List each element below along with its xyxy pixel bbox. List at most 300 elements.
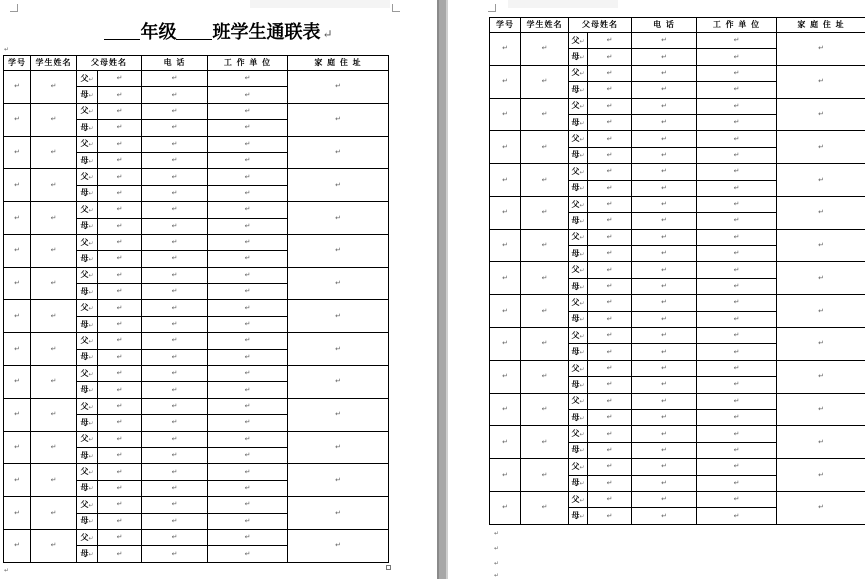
mother-workplace-cell[interactable]: ↵ <box>697 508 777 524</box>
student-name-cell[interactable]: ↵ <box>31 169 77 202</box>
mother-workplace-cell[interactable]: ↵ <box>208 120 288 136</box>
student-name-cell[interactable]: ↵ <box>31 202 77 235</box>
mother-workplace-cell[interactable]: ↵ <box>697 114 777 130</box>
address-cell[interactable]: ↵ <box>288 333 389 366</box>
mother-workplace-cell[interactable]: ↵ <box>697 409 777 425</box>
address-cell[interactable]: ↵ <box>777 360 865 393</box>
student-number-cell[interactable]: ↵ <box>4 267 31 300</box>
father-name-cell[interactable]: ↵ <box>98 136 142 152</box>
father-phone-cell[interactable]: ↵ <box>142 464 208 480</box>
mother-workplace-cell[interactable]: ↵ <box>697 246 777 262</box>
father-name-cell[interactable]: ↵ <box>588 491 632 507</box>
mother-phone-cell[interactable]: ↵ <box>142 447 208 463</box>
address-cell[interactable]: ↵ <box>288 366 389 399</box>
mother-name-cell[interactable]: ↵ <box>98 218 142 234</box>
father-name-cell[interactable]: ↵ <box>588 131 632 147</box>
mother-phone-cell[interactable]: ↵ <box>142 480 208 496</box>
mother-phone-cell[interactable]: ↵ <box>142 251 208 267</box>
student-name-cell[interactable]: ↵ <box>521 491 569 524</box>
address-cell[interactable]: ↵ <box>777 328 865 361</box>
father-phone-cell[interactable]: ↵ <box>632 65 697 81</box>
mother-phone-cell[interactable]: ↵ <box>632 475 697 491</box>
address-cell[interactable]: ↵ <box>288 234 389 267</box>
father-name-cell[interactable]: ↵ <box>588 360 632 376</box>
father-phone-cell[interactable]: ↵ <box>632 229 697 245</box>
father-phone-cell[interactable]: ↵ <box>632 393 697 409</box>
father-phone-cell[interactable]: ↵ <box>632 295 697 311</box>
student-number-cell[interactable]: ↵ <box>4 300 31 333</box>
father-name-cell[interactable]: ↵ <box>98 169 142 185</box>
mother-phone-cell[interactable]: ↵ <box>142 284 208 300</box>
student-number-cell[interactable]: ↵ <box>4 202 31 235</box>
address-cell[interactable]: ↵ <box>288 497 389 530</box>
title-grade-label: 年级 <box>140 22 177 43</box>
father-phone-cell[interactable]: ↵ <box>142 497 208 513</box>
student-number-cell[interactable]: ↵ <box>4 398 31 431</box>
mother-name-cell[interactable]: ↵ <box>98 284 142 300</box>
mother-label: 母↵ <box>77 415 98 431</box>
mother-name-cell[interactable]: ↵ <box>588 442 632 458</box>
mother-phone-cell[interactable]: ↵ <box>142 513 208 529</box>
father-workplace-cell[interactable]: ↵ <box>697 262 777 278</box>
father-workplace-cell[interactable]: ↵ <box>208 431 288 447</box>
grade-blank[interactable] <box>104 22 140 40</box>
father-workplace-cell[interactable]: ↵ <box>208 103 288 119</box>
mother-phone-cell[interactable]: ↵ <box>142 316 208 332</box>
header-workplace: 工 作 单 位 <box>208 56 288 71</box>
mother-phone-cell[interactable]: ↵ <box>632 82 697 98</box>
father-name-cell[interactable]: ↵ <box>588 262 632 278</box>
mother-name-cell[interactable]: ↵ <box>588 278 632 294</box>
mother-workplace-cell[interactable]: ↵ <box>697 278 777 294</box>
mother-phone-cell[interactable]: ↵ <box>142 349 208 365</box>
mother-workplace-cell[interactable]: ↵ <box>697 82 777 98</box>
mother-phone-cell[interactable]: ↵ <box>632 344 697 360</box>
header-student-name: 学生姓名 <box>521 18 569 33</box>
mother-phone-cell[interactable]: ↵ <box>142 218 208 234</box>
father-phone-cell[interactable]: ↵ <box>632 459 697 475</box>
mother-label: 母↵ <box>569 311 588 327</box>
father-phone-cell[interactable]: ↵ <box>632 262 697 278</box>
student-name-cell[interactable]: ↵ <box>31 398 77 431</box>
student-number-cell[interactable]: ↵ <box>490 229 521 262</box>
mother-workplace-cell[interactable]: ↵ <box>697 442 777 458</box>
mother-workplace-cell[interactable]: ↵ <box>208 349 288 365</box>
student-number-cell[interactable]: ↵ <box>490 33 521 66</box>
father-phone-cell[interactable]: ↵ <box>632 426 697 442</box>
mother-phone-cell[interactable]: ↵ <box>632 442 697 458</box>
father-phone-cell[interactable]: ↵ <box>142 136 208 152</box>
father-name-cell[interactable]: ↵ <box>588 459 632 475</box>
student-number-cell[interactable]: ↵ <box>490 196 521 229</box>
mother-name-cell[interactable]: ↵ <box>98 349 142 365</box>
father-workplace-cell[interactable]: ↵ <box>697 295 777 311</box>
father-name-cell[interactable]: ↵ <box>588 393 632 409</box>
father-workplace-cell[interactable]: ↵ <box>697 33 777 49</box>
mother-phone-cell[interactable]: ↵ <box>142 120 208 136</box>
father-label: 父↵ <box>569 393 588 409</box>
father-name-cell[interactable]: ↵ <box>98 529 142 545</box>
father-name-cell[interactable]: ↵ <box>588 196 632 212</box>
paragraph-mark: ↵ <box>4 567 10 574</box>
father-name-cell[interactable]: ↵ <box>588 164 632 180</box>
mother-workplace-cell[interactable]: ↵ <box>697 213 777 229</box>
father-phone-cell[interactable]: ↵ <box>142 103 208 119</box>
student-row-father <box>4 300 389 316</box>
address-cell[interactable]: ↵ <box>288 136 389 169</box>
student-number-cell[interactable]: ↵ <box>490 65 521 98</box>
mother-name-cell[interactable]: ↵ <box>588 114 632 130</box>
mother-workplace-cell[interactable]: ↵ <box>208 513 288 529</box>
father-name-cell[interactable]: ↵ <box>588 98 632 114</box>
mother-phone-cell[interactable]: ↵ <box>632 246 697 262</box>
student-name-cell[interactable]: ↵ <box>31 71 77 104</box>
father-name-cell[interactable]: ↵ <box>98 366 142 382</box>
mother-workplace-cell[interactable]: ↵ <box>208 284 288 300</box>
address-cell[interactable]: ↵ <box>288 267 389 300</box>
father-phone-cell[interactable]: ↵ <box>632 491 697 507</box>
table-end-marker <box>386 565 391 570</box>
student-number-cell[interactable]: ↵ <box>490 491 521 524</box>
mother-name-cell[interactable]: ↵ <box>588 344 632 360</box>
father-name-cell[interactable]: ↵ <box>98 464 142 480</box>
address-cell[interactable]: ↵ <box>777 196 865 229</box>
mother-workplace-cell[interactable]: ↵ <box>208 316 288 332</box>
father-name-cell[interactable]: ↵ <box>98 103 142 119</box>
mother-phone-cell[interactable]: ↵ <box>632 508 697 524</box>
mother-label: 母↵ <box>77 185 98 201</box>
address-cell[interactable]: ↵ <box>777 491 865 524</box>
student-number-cell[interactable]: ↵ <box>490 98 521 131</box>
mother-workplace-cell[interactable]: ↵ <box>697 311 777 327</box>
father-name-cell[interactable]: ↵ <box>98 333 142 349</box>
father-phone-cell[interactable]: ↵ <box>142 366 208 382</box>
father-workplace-cell[interactable]: ↵ <box>208 464 288 480</box>
father-label: 父↵ <box>77 234 98 250</box>
mother-workplace-cell[interactable]: ↵ <box>208 480 288 496</box>
student-number-cell[interactable]: ↵ <box>490 459 521 492</box>
father-name-cell[interactable]: ↵ <box>588 295 632 311</box>
mother-workplace-cell[interactable]: ↵ <box>697 377 777 393</box>
student-name-cell[interactable]: ↵ <box>521 33 569 66</box>
student-row-father <box>490 295 865 311</box>
student-number-cell[interactable]: ↵ <box>490 360 521 393</box>
student-name-cell[interactable]: ↵ <box>31 497 77 530</box>
student-number-cell[interactable]: ↵ <box>4 169 31 202</box>
address-cell[interactable]: ↵ <box>288 398 389 431</box>
address-cell[interactable]: ↵ <box>777 393 865 426</box>
address-cell[interactable]: ↵ <box>777 262 865 295</box>
father-name-cell[interactable]: ↵ <box>588 426 632 442</box>
mother-workplace-cell[interactable]: ↵ <box>208 415 288 431</box>
mother-workplace-cell[interactable]: ↵ <box>208 447 288 463</box>
student-row-father <box>4 71 389 87</box>
father-workplace-cell[interactable]: ↵ <box>208 333 288 349</box>
student-name-cell[interactable]: ↵ <box>31 300 77 333</box>
student-number-cell[interactable]: ↵ <box>490 164 521 197</box>
student-name-cell[interactable]: ↵ <box>521 426 569 459</box>
father-workplace-cell[interactable]: ↵ <box>697 459 777 475</box>
mother-phone-cell[interactable]: ↵ <box>632 147 697 163</box>
student-name-cell[interactable]: ↵ <box>521 295 569 328</box>
mother-label: 母↵ <box>569 246 588 262</box>
student-name-cell[interactable]: ↵ <box>521 196 569 229</box>
father-workplace-cell[interactable]: ↵ <box>208 529 288 545</box>
student-number-cell[interactable]: ↵ <box>4 529 31 562</box>
father-workplace-cell[interactable]: ↵ <box>208 267 288 283</box>
address-cell[interactable]: ↵ <box>288 529 389 562</box>
mother-name-cell[interactable]: ↵ <box>98 480 142 496</box>
address-cell[interactable]: ↵ <box>777 98 865 131</box>
father-name-cell[interactable]: ↵ <box>98 234 142 250</box>
address-cell[interactable]: ↵ <box>777 33 865 66</box>
father-workplace-cell[interactable]: ↵ <box>208 169 288 185</box>
mother-phone-cell[interactable]: ↵ <box>632 114 697 130</box>
mother-workplace-cell[interactable]: ↵ <box>697 147 777 163</box>
student-number-cell[interactable]: ↵ <box>4 366 31 399</box>
father-phone-cell[interactable]: ↵ <box>142 71 208 87</box>
father-workplace-cell[interactable]: ↵ <box>697 131 777 147</box>
father-workplace-cell[interactable]: ↵ <box>697 393 777 409</box>
mother-workplace-cell[interactable]: ↵ <box>697 49 777 65</box>
mother-workplace-cell[interactable]: ↵ <box>208 152 288 168</box>
mother-name-cell[interactable]: ↵ <box>98 152 142 168</box>
student-name-cell[interactable]: ↵ <box>521 229 569 262</box>
father-workplace-cell[interactable]: ↵ <box>697 98 777 114</box>
father-name-cell[interactable]: ↵ <box>98 267 142 283</box>
mother-phone-cell[interactable]: ↵ <box>142 87 208 103</box>
father-label: 父↵ <box>77 136 98 152</box>
student-name-cell[interactable]: ↵ <box>31 366 77 399</box>
table-header-row <box>490 18 865 33</box>
mother-phone-cell[interactable]: ↵ <box>142 152 208 168</box>
father-workplace-cell[interactable]: ↵ <box>697 164 777 180</box>
student-name-cell[interactable]: ↵ <box>31 136 77 169</box>
address-cell[interactable]: ↵ <box>777 131 865 164</box>
mother-phone-cell[interactable]: ↵ <box>632 377 697 393</box>
student-name-cell[interactable]: ↵ <box>521 262 569 295</box>
mother-workplace-cell[interactable]: ↵ <box>697 475 777 491</box>
student-number-cell[interactable]: ↵ <box>4 234 31 267</box>
mother-name-cell[interactable]: ↵ <box>588 409 632 425</box>
father-phone-cell[interactable]: ↵ <box>142 529 208 545</box>
father-workplace-cell[interactable]: ↵ <box>697 196 777 212</box>
student-number-cell[interactable]: ↵ <box>490 328 521 361</box>
father-name-cell[interactable]: ↵ <box>98 71 142 87</box>
address-cell[interactable]: ↵ <box>777 426 865 459</box>
student-name-cell[interactable]: ↵ <box>31 267 77 300</box>
mother-phone-cell[interactable]: ↵ <box>632 213 697 229</box>
mother-phone-cell[interactable]: ↵ <box>142 546 208 562</box>
mother-name-cell[interactable]: ↵ <box>588 377 632 393</box>
student-number-cell[interactable]: ↵ <box>490 131 521 164</box>
mother-workplace-cell[interactable]: ↵ <box>697 180 777 196</box>
mother-label: 母↵ <box>77 447 98 463</box>
mother-name-cell[interactable]: ↵ <box>98 316 142 332</box>
mother-name-cell[interactable]: ↵ <box>98 185 142 201</box>
father-phone-cell[interactable]: ↵ <box>142 169 208 185</box>
address-cell[interactable]: ↵ <box>288 202 389 235</box>
father-phone-cell[interactable]: ↵ <box>142 267 208 283</box>
father-name-cell[interactable]: ↵ <box>98 398 142 414</box>
father-name-cell[interactable]: ↵ <box>98 497 142 513</box>
student-row-father <box>4 497 389 513</box>
student-number-cell[interactable]: ↵ <box>490 295 521 328</box>
student-name-cell[interactable]: ↵ <box>521 328 569 361</box>
mother-phone-cell[interactable]: ↵ <box>142 382 208 398</box>
student-number-cell[interactable]: ↵ <box>4 136 31 169</box>
mother-name-cell[interactable]: ↵ <box>98 120 142 136</box>
mother-name-cell[interactable]: ↵ <box>588 246 632 262</box>
father-phone-cell[interactable]: ↵ <box>142 398 208 414</box>
address-cell[interactable]: ↵ <box>288 431 389 464</box>
student-number-cell[interactable]: ↵ <box>4 431 31 464</box>
student-name-cell[interactable]: ↵ <box>521 131 569 164</box>
mother-phone-cell[interactable]: ↵ <box>632 311 697 327</box>
student-name-cell[interactable]: ↵ <box>31 234 77 267</box>
student-number-cell[interactable]: ↵ <box>490 262 521 295</box>
address-cell[interactable]: ↵ <box>777 65 865 98</box>
father-name-cell[interactable]: ↵ <box>98 300 142 316</box>
father-phone-cell[interactable]: ↵ <box>632 360 697 376</box>
student-name-cell[interactable]: ↵ <box>521 164 569 197</box>
mother-name-cell[interactable]: ↵ <box>588 147 632 163</box>
mother-phone-cell[interactable]: ↵ <box>632 278 697 294</box>
student-row-father <box>4 103 389 119</box>
student-number-cell[interactable]: ↵ <box>4 103 31 136</box>
father-phone-cell[interactable]: ↵ <box>632 196 697 212</box>
father-name-cell[interactable]: ↵ <box>588 65 632 81</box>
father-name-cell[interactable]: ↵ <box>98 202 142 218</box>
header-student-name: 学生姓名 <box>31 56 77 71</box>
mother-name-cell[interactable]: ↵ <box>588 49 632 65</box>
father-phone-cell[interactable]: ↵ <box>142 300 208 316</box>
father-workplace-cell[interactable]: ↵ <box>697 229 777 245</box>
student-name-cell[interactable]: ↵ <box>521 393 569 426</box>
mother-name-cell[interactable]: ↵ <box>588 213 632 229</box>
mother-name-cell[interactable]: ↵ <box>588 180 632 196</box>
address-cell[interactable]: ↵ <box>288 300 389 333</box>
mother-name-cell[interactable]: ↵ <box>588 82 632 98</box>
student-name-cell[interactable]: ↵ <box>31 529 77 562</box>
father-phone-cell[interactable]: ↵ <box>142 202 208 218</box>
father-phone-cell[interactable]: ↵ <box>632 164 697 180</box>
father-name-cell[interactable]: ↵ <box>588 229 632 245</box>
father-name-cell[interactable]: ↵ <box>588 328 632 344</box>
father-phone-cell[interactable]: ↵ <box>142 333 208 349</box>
student-number-cell[interactable]: ↵ <box>4 464 31 497</box>
student-name-cell[interactable]: ↵ <box>31 103 77 136</box>
father-label: 父↵ <box>77 333 98 349</box>
address-cell[interactable]: ↵ <box>288 169 389 202</box>
student-number-cell[interactable]: ↵ <box>490 426 521 459</box>
student-number-cell[interactable]: ↵ <box>4 497 31 530</box>
header-phone: 电 话 <box>142 56 208 71</box>
father-workplace-cell[interactable]: ↵ <box>208 71 288 87</box>
mother-name-cell[interactable]: ↵ <box>98 87 142 103</box>
father-workplace-cell[interactable]: ↵ <box>697 426 777 442</box>
mother-workplace-cell[interactable]: ↵ <box>208 218 288 234</box>
father-phone-cell[interactable]: ↵ <box>142 431 208 447</box>
father-phone-cell[interactable]: ↵ <box>632 131 697 147</box>
mother-phone-cell[interactable]: ↵ <box>632 409 697 425</box>
mother-label: 母↵ <box>77 349 98 365</box>
father-phone-cell[interactable]: ↵ <box>632 98 697 114</box>
mother-phone-cell[interactable]: ↵ <box>142 185 208 201</box>
father-workplace-cell[interactable]: ↵ <box>208 202 288 218</box>
father-phone-cell[interactable]: ↵ <box>632 33 697 49</box>
father-workplace-cell[interactable]: ↵ <box>697 360 777 376</box>
father-workplace-cell[interactable]: ↵ <box>208 366 288 382</box>
mother-label: 母↵ <box>569 180 588 196</box>
father-phone-cell[interactable]: ↵ <box>142 234 208 250</box>
student-name-cell[interactable]: ↵ <box>521 360 569 393</box>
address-cell[interactable]: ↵ <box>288 464 389 497</box>
mother-workplace-cell[interactable]: ↵ <box>697 344 777 360</box>
mother-workplace-cell[interactable]: ↵ <box>208 87 288 103</box>
father-name-cell[interactable]: ↵ <box>588 33 632 49</box>
student-name-cell[interactable]: ↵ <box>521 459 569 492</box>
father-workplace-cell[interactable]: ↵ <box>208 234 288 250</box>
student-name-cell[interactable]: ↵ <box>31 333 77 366</box>
address-cell[interactable]: ↵ <box>777 459 865 492</box>
father-workplace-cell[interactable]: ↵ <box>697 65 777 81</box>
mother-workplace-cell[interactable]: ↵ <box>208 185 288 201</box>
mother-name-cell[interactable]: ↵ <box>98 513 142 529</box>
father-workplace-cell[interactable]: ↵ <box>208 300 288 316</box>
mother-name-cell[interactable]: ↵ <box>98 382 142 398</box>
address-cell[interactable]: ↵ <box>288 103 389 136</box>
mother-workplace-cell[interactable]: ↵ <box>208 546 288 562</box>
mother-phone-cell[interactable]: ↵ <box>142 415 208 431</box>
student-name-cell[interactable]: ↵ <box>31 431 77 464</box>
mother-name-cell[interactable]: ↵ <box>588 311 632 327</box>
mother-name-cell[interactable]: ↵ <box>98 415 142 431</box>
address-cell[interactable]: ↵ <box>777 295 865 328</box>
mother-name-cell[interactable]: ↵ <box>98 546 142 562</box>
student-number-cell[interactable]: ↵ <box>4 333 31 366</box>
mother-phone-cell[interactable]: ↵ <box>632 49 697 65</box>
father-label: 父↵ <box>77 169 98 185</box>
mother-name-cell[interactable]: ↵ <box>98 447 142 463</box>
father-name-cell[interactable]: ↵ <box>98 431 142 447</box>
mother-name-cell[interactable]: ↵ <box>588 475 632 491</box>
student-number-cell[interactable]: ↵ <box>4 71 31 104</box>
father-workplace-cell[interactable]: ↵ <box>208 398 288 414</box>
mother-workplace-cell[interactable]: ↵ <box>208 251 288 267</box>
student-name-cell[interactable]: ↵ <box>521 98 569 131</box>
address-cell[interactable]: ↵ <box>288 71 389 104</box>
mother-phone-cell[interactable]: ↵ <box>632 180 697 196</box>
class-blank[interactable] <box>176 22 212 40</box>
mother-label: 母↵ <box>77 218 98 234</box>
student-name-cell[interactable]: ↵ <box>521 65 569 98</box>
father-workplace-cell[interactable]: ↵ <box>208 497 288 513</box>
mother-workplace-cell[interactable]: ↵ <box>208 382 288 398</box>
student-number-cell[interactable]: ↵ <box>490 393 521 426</box>
student-name-cell[interactable]: ↵ <box>31 464 77 497</box>
address-cell[interactable]: ↵ <box>777 229 865 262</box>
mother-name-cell[interactable]: ↵ <box>588 508 632 524</box>
father-workplace-cell[interactable]: ↵ <box>697 328 777 344</box>
address-cell[interactable]: ↵ <box>777 164 865 197</box>
paragraph-mark: ↵ <box>494 572 500 579</box>
father-workplace-cell[interactable]: ↵ <box>697 491 777 507</box>
father-workplace-cell[interactable]: ↵ <box>208 136 288 152</box>
student-row-father <box>490 262 865 278</box>
father-phone-cell[interactable]: ↵ <box>632 328 697 344</box>
mother-name-cell[interactable]: ↵ <box>98 251 142 267</box>
